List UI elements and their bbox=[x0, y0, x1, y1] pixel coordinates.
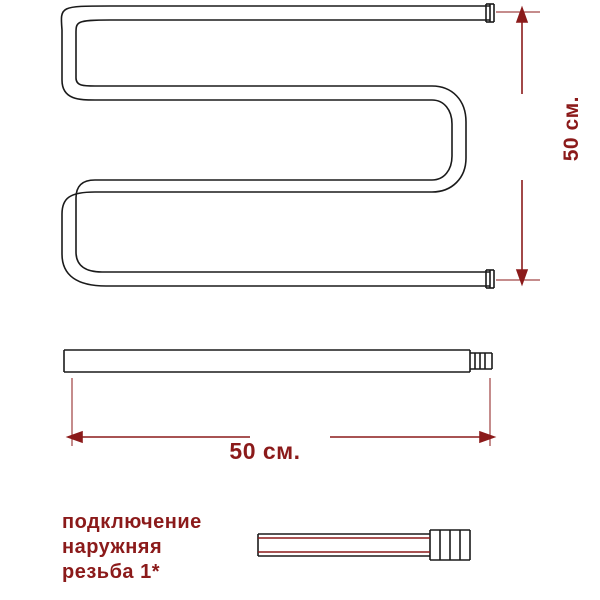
detail-view-highlight bbox=[258, 538, 430, 552]
width-dimension-line bbox=[68, 378, 494, 446]
height-dimension-line bbox=[496, 8, 540, 284]
connection-note-line-3: резьба 1* bbox=[62, 561, 161, 583]
connection-note-line-2: наружняя bbox=[62, 536, 163, 558]
side-view-pipe bbox=[64, 350, 492, 372]
detail-view-threaded-connection bbox=[258, 530, 470, 560]
width-dimension-label: 50 см. bbox=[229, 438, 301, 464]
height-dimension-label: 50 см. bbox=[560, 96, 583, 162]
connection-note-line-1: подключение bbox=[62, 511, 202, 533]
connection-note bbox=[62, 510, 262, 585]
front-view-m-shaped-coil bbox=[61, 4, 494, 288]
